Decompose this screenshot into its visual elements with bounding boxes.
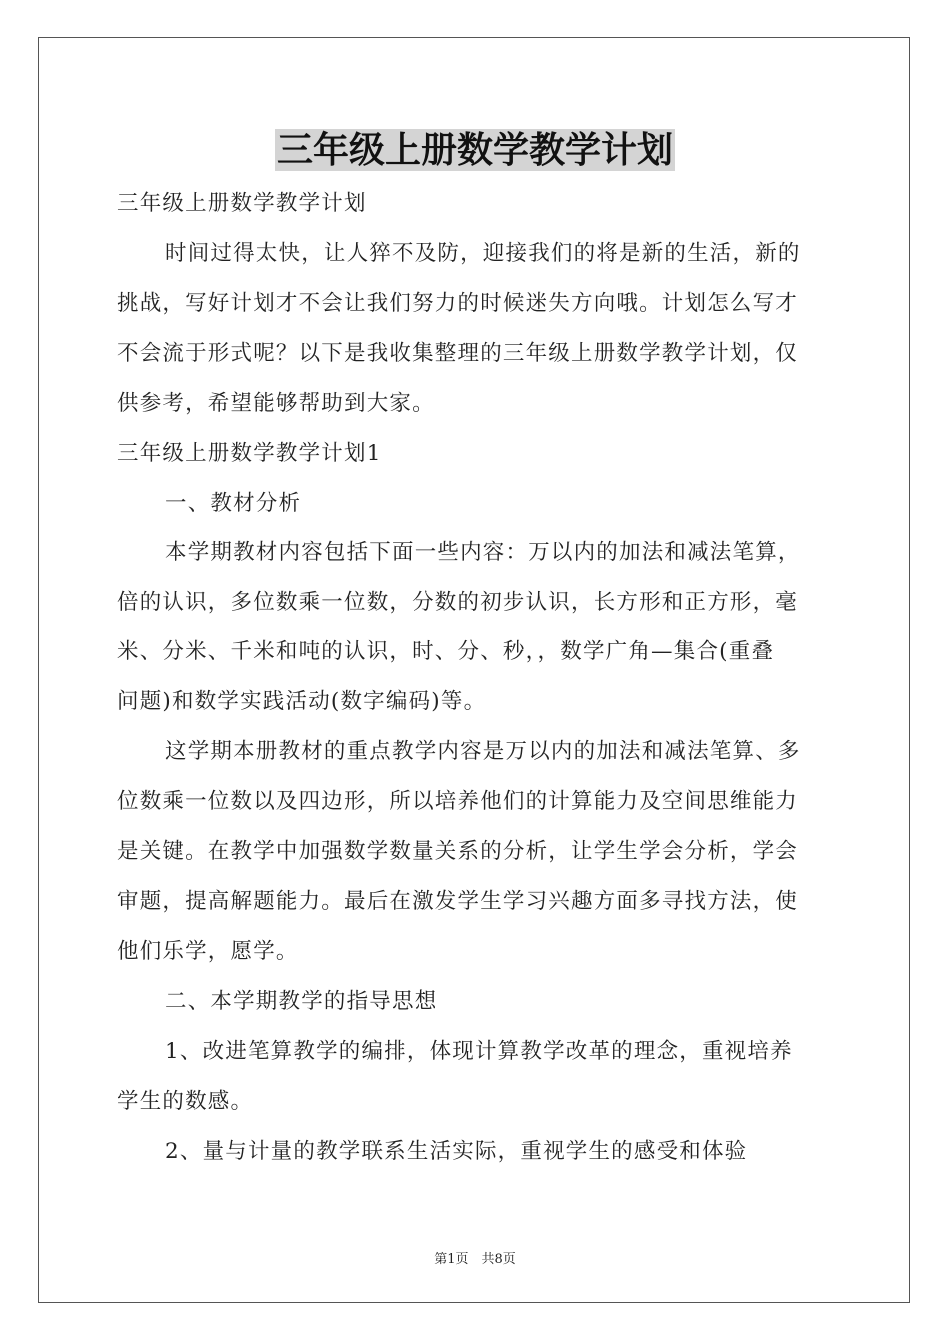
intro-line: 不会流于形式呢？以下是我收集整理的三年级上册数学教学计划，仅 <box>117 341 799 366</box>
intro-line: 供参考，希望能够帮助到大家。 <box>117 391 435 416</box>
section-heading: 三年级上册数学教学计划1 <box>117 441 382 466</box>
intro-line: 挑战，写好计划才不会让我们努力的时候迷失方向哦。计划怎么写才 <box>117 291 799 316</box>
intro-line: 时间过得太快，让人猝不及防，迎接我们的将是新的生活，新的 <box>165 241 801 266</box>
paragraph-line: 位数乘一位数以及四边形，所以培养他们的计算能力及空间思维能力 <box>117 789 799 814</box>
heading-guiding-ideas: 二、本学期教学的指导思想 <box>165 989 438 1014</box>
document-title-text: 三年级上册数学教学计划 <box>276 129 673 171</box>
paragraph-line: 审题，提高解题能力。最后在激发学生学习兴趣方面多寻找方法，使 <box>117 889 799 914</box>
paragraph-line: 本学期教材内容包括下面一些内容：万以内的加法和减法笔算， <box>165 540 801 565</box>
paragraph-line: 是关键。在教学中加强数学数量关系的分析，让学生学会分析，学会 <box>117 839 799 864</box>
paragraph-line: 他们乐学，愿学。 <box>117 939 299 964</box>
paragraph-line: 问题)和数学实践活动(数字编码)等。 <box>117 689 487 714</box>
heading-textbook-analysis: 一、教材分析 <box>165 491 302 516</box>
subtitle-line: 三年级上册数学教学计划 <box>117 191 367 216</box>
paragraph-line: 米、分米、千米和吨的认识，时、分、秒，，数学广角—集合(重叠 <box>117 639 775 664</box>
document-title <box>0 122 950 173</box>
point-line: 学生的数感。 <box>117 1089 254 1114</box>
paragraph-line: 倍的认识，多位数乘一位数，分数的初步认识，长方形和正方形，毫 <box>117 590 799 615</box>
point-line: 2、量与计量的教学联系生活实际，重视学生的感受和体验 <box>165 1139 748 1164</box>
point-line: 1、改进笔算教学的编排，体现计算教学改革的理念，重视培养 <box>165 1039 793 1064</box>
paragraph-line: 这学期本册教材的重点教学内容是万以内的加法和减法笔算、多 <box>165 739 801 764</box>
page-number: 第1页 共8页 <box>434 1252 516 1267</box>
